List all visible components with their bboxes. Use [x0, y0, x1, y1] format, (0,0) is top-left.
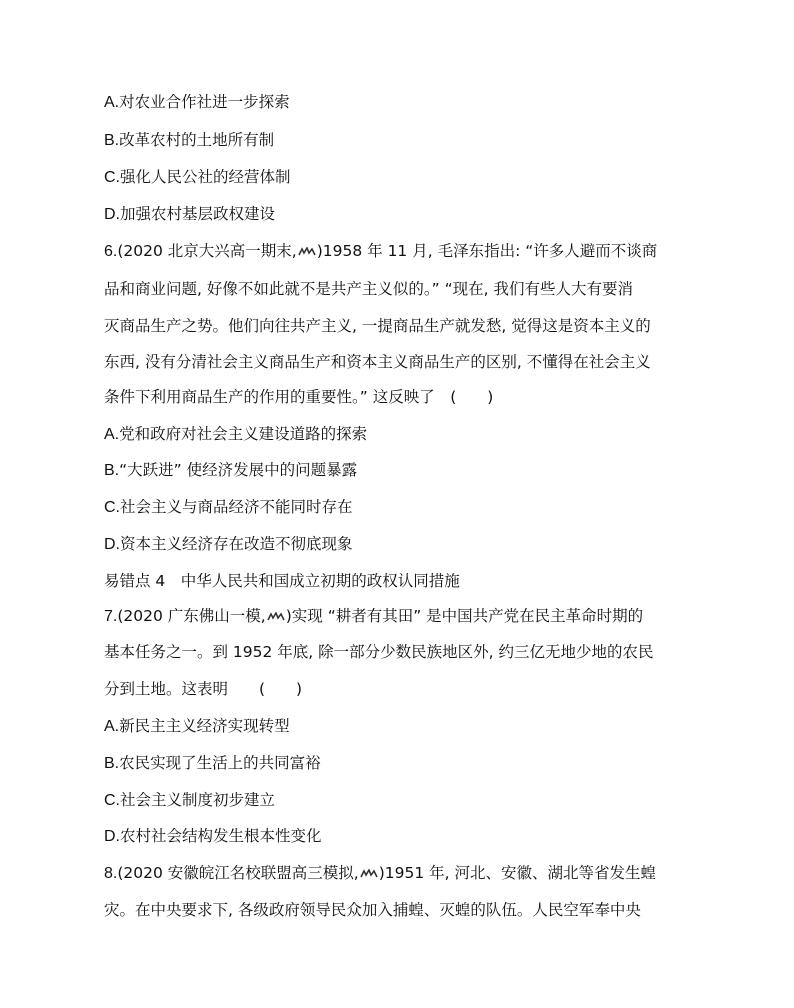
difficulty-stars-icon	[267, 612, 285, 622]
q7-option-d: D.农村社会结构发生根本性变化	[104, 827, 322, 845]
q7-option-a: A.新民主主义经济实现转型	[104, 717, 290, 735]
q7-stem-line-2: 基本任务之一。到 1952 年底, 除一部分少数民族地区外, 约三亿无地少地的农民	[104, 643, 654, 661]
q6-stem-line-2: 品和商业问题, 好像不如此就不是共产主义似的。” “现在, 我们有些人大有要消	[104, 280, 633, 298]
difficulty-stars-icon	[298, 247, 316, 257]
difficulty-stars-icon	[360, 869, 378, 879]
q6-option-a: A.党和政府对社会主义建设道路的探索	[104, 425, 368, 443]
q7-option-b: B.农民实现了生活上的共同富裕	[104, 754, 321, 772]
q7-stem-line-3: 分到土地。这表明 ( )	[104, 680, 303, 698]
q6-stem-line-5: 条件下利用商品生产的作用的重要性。” 这反映了 ( )	[104, 388, 494, 406]
q5-option-d: D.加强农村基层政权建设	[104, 205, 276, 223]
section-heading: 易错点 4 中华人民共和国成立初期的政权认同措施	[104, 572, 460, 590]
q6-stem-line-3: 灭商品生产之势。他们向往共产主义, 一提商品生产就发愁, 觉得这是资本主义的	[104, 317, 651, 335]
q5-option-a: A.对农业合作社进一步探索	[104, 93, 290, 111]
q6-option-d: D.资本主义经济存在改造不彻底现象	[104, 535, 353, 553]
q6-option-c: C.社会主义与商品经济不能同时存在	[104, 498, 353, 516]
q8-stem-line-1: 8.(2020 安徽皖江名校联盟高三模拟, )1951 年, 河北、安徽、湖北等省发生蝗	[104, 864, 656, 882]
q8-stem-line-2: 灾。在中央要求下, 各级政府领导民众加入捕蝗、灭蝗的队伍。人民空军奉中央	[104, 901, 641, 919]
q7-option-c: C.社会主义制度初步建立	[104, 791, 276, 809]
q6-stem-line-4: 东西, 没有分清社会主义商品生产和资本主义商品生产的区别, 不懂得在社会主义	[104, 353, 651, 371]
q6-option-b: B.“大跃进” 使经济发展中的问题暴露	[104, 461, 358, 479]
q7-stem-line-1: 7.(2020 广东佛山一模, )实现 “耕者有其田” 是中国共产党在民主革命时期的	[104, 607, 644, 625]
q6-stem-line-1: 6.(2020 北京大兴高一期末, )1958 年 11 月, 毛泽东指出: “许多人避而不谈商	[104, 242, 658, 260]
q5-option-b: B.改革农村的土地所有制	[104, 131, 275, 149]
q5-option-c: C.强化人民公社的经营体制	[104, 168, 291, 186]
